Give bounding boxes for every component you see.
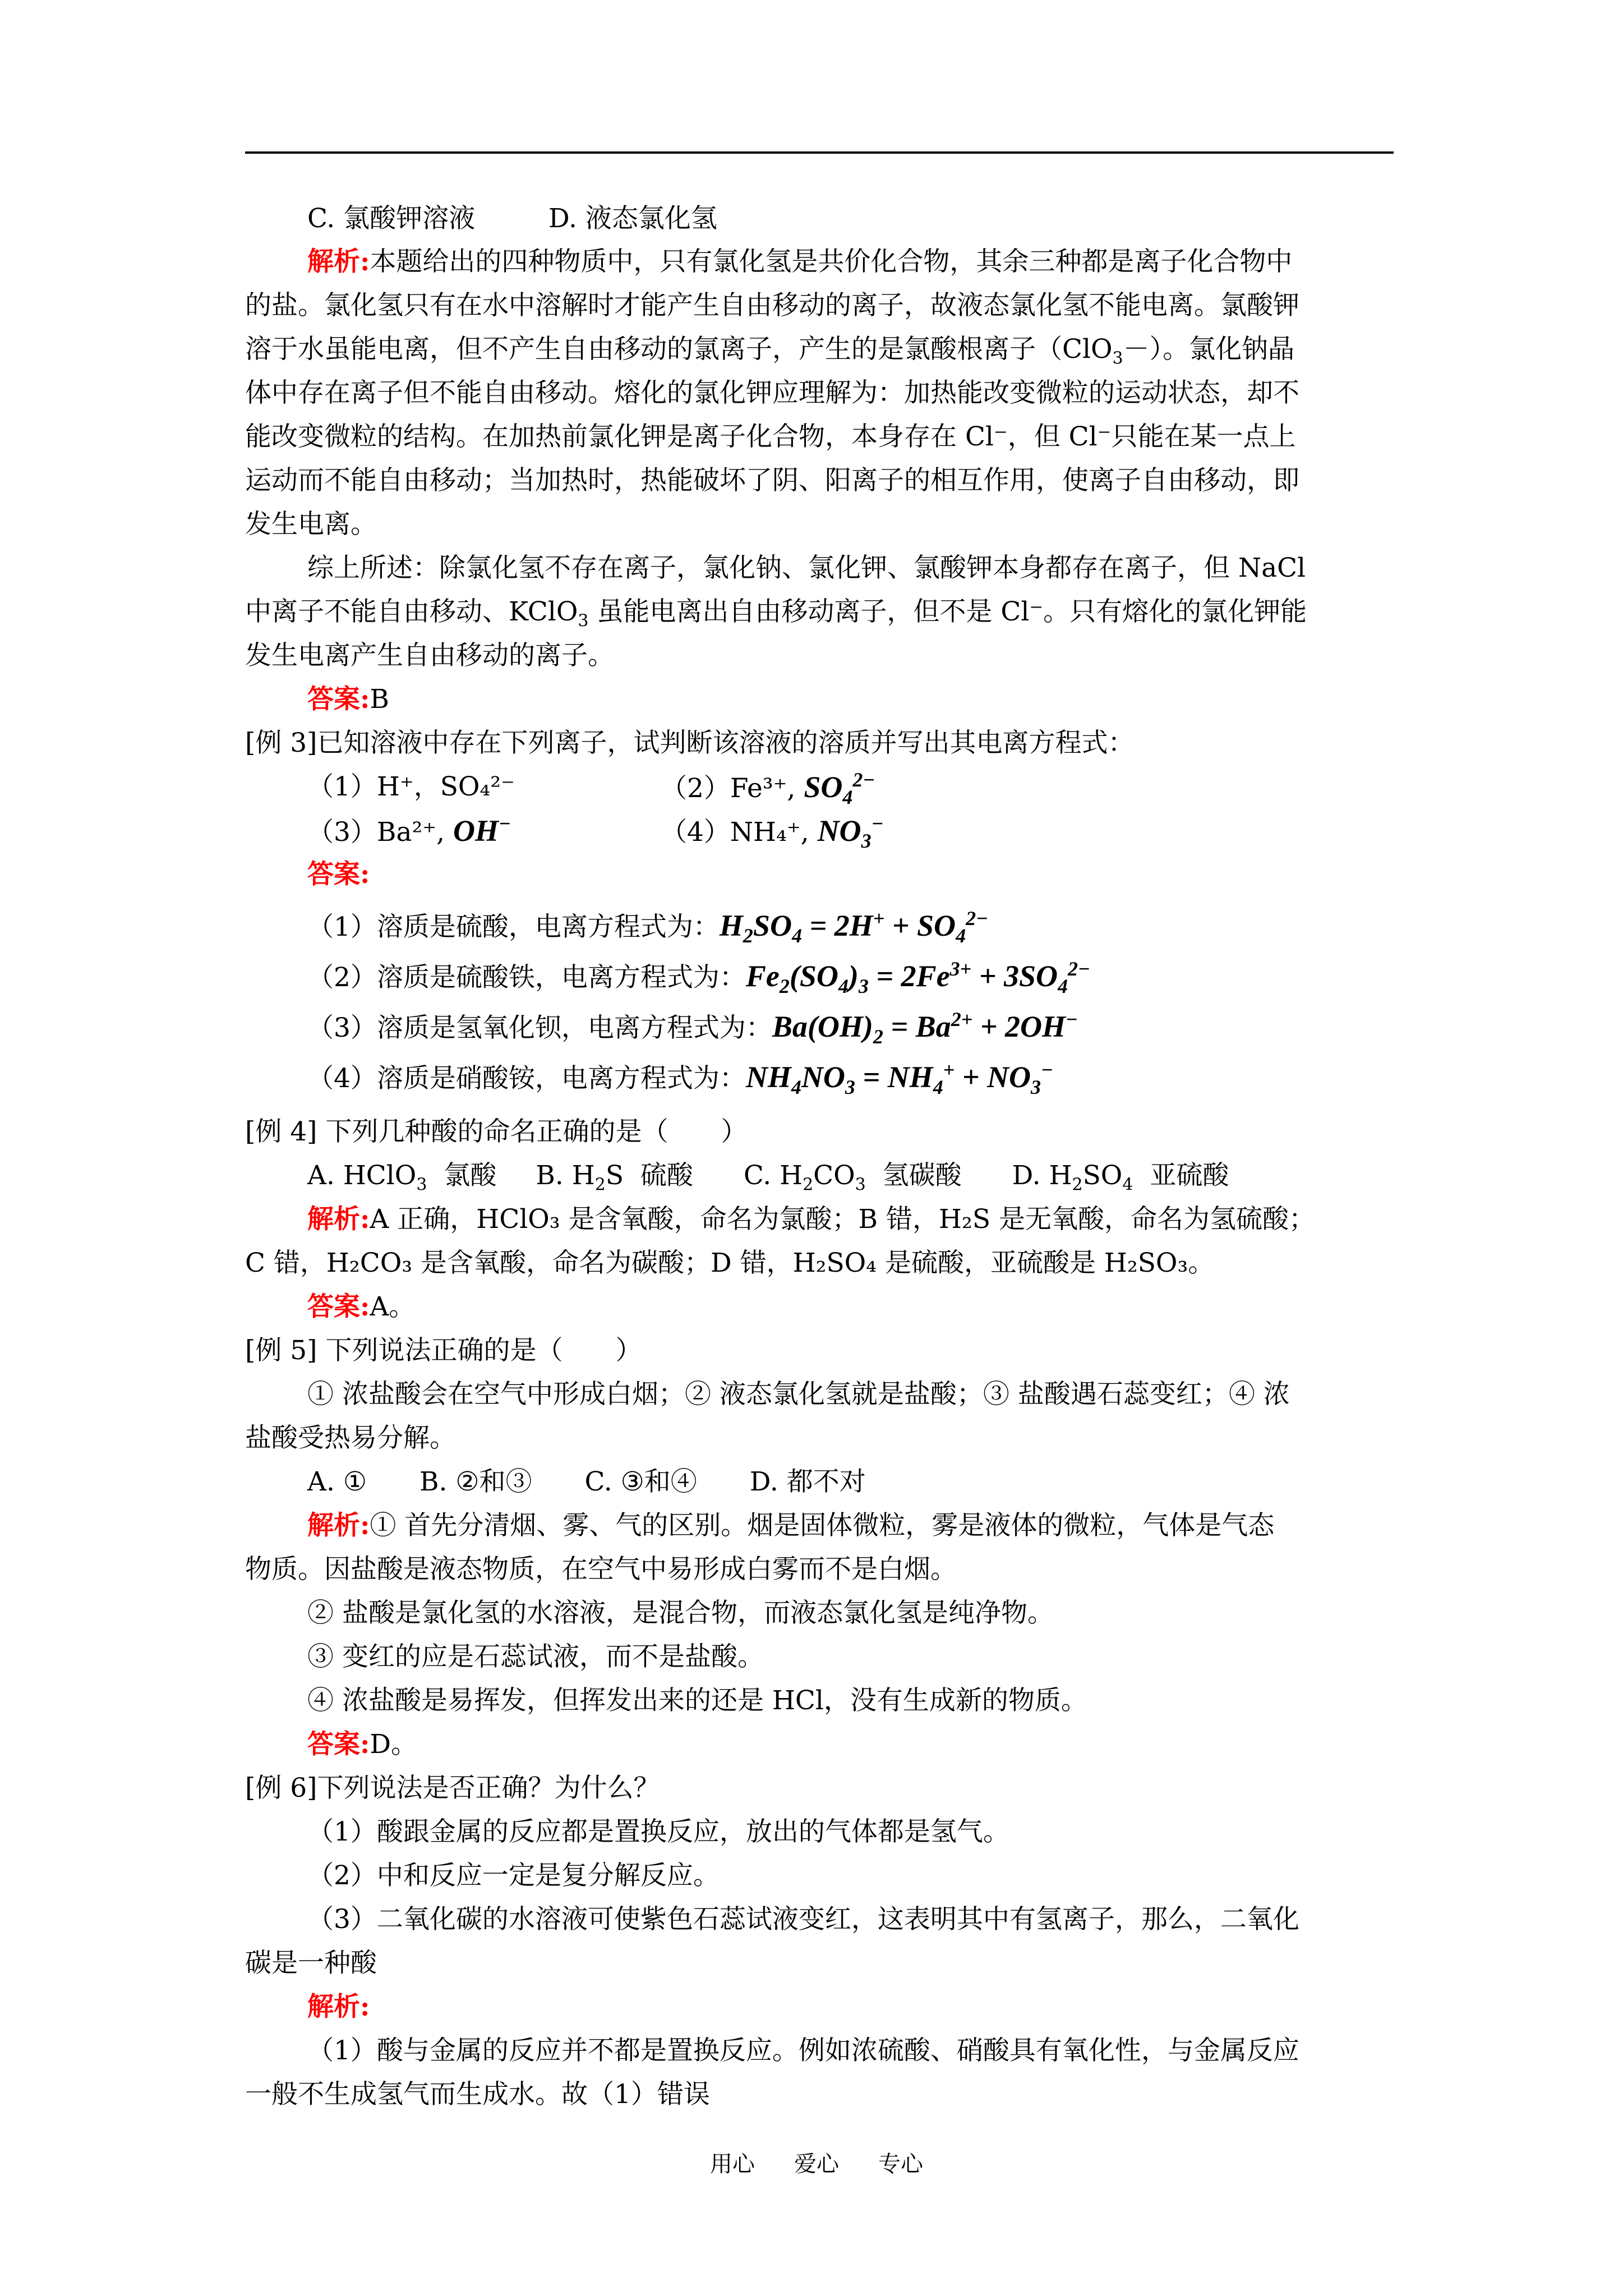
ex6-analysis: （1）酸与金属的反应并不都是置换反应。例如浓硫酸、硝酸具有氧化性，与金属反应 bbox=[307, 2035, 1299, 2066]
analysis-line: 溶于水虽能电离，但不产生自由移动的氯离子，产生的是氯酸根离子（ClO$_3$－）。氯化钠晶 bbox=[245, 334, 1295, 369]
option-c: C. 氯酸钾溶液 bbox=[307, 203, 476, 234]
analysis-line: 发生电离。 bbox=[245, 509, 377, 540]
ex3-answer-3: （3）溶质是氢氧化钡，电离方程式为：$Ba(OH)_2 = Ba^{2+} + 2OH^-$ bbox=[307, 1008, 1078, 1048]
summary-line: 中离子不能自由移动、KClO$_3$ 虽能电离出自由移动离子，但不是 Cl⁻。只有熔化的氯化钾能 bbox=[245, 596, 1307, 631]
equation-2: $Fe_2(SO_4)_3 = 2Fe^{3+} + 3SO_4^{2-}$ bbox=[745, 958, 1090, 997]
ex6-analysis-cont: 一般不生成氢气而生成水。故（1）错误 bbox=[245, 2079, 710, 2110]
ex6-statement-1: （1）酸跟金属的反应都是置换反应，放出的气体都是氢气。 bbox=[307, 1816, 1009, 1847]
ex5-statements: ① 浓盐酸会在空气中形成白烟；② 液态氯化氢就是盐酸；③ 盐酸遇石蕊变红；④ 浓 bbox=[307, 1379, 1290, 1410]
answer-line: 答案:B bbox=[307, 684, 389, 715]
ex4-analysis-cont: C 错，H₂CO₃ 是含氧酸，命名为碳酸；D 错，H₂SO₄ 是硫酸，亚硫酸是 H₂SO₃。 bbox=[245, 1248, 1215, 1278]
analysis-line: 体中存在离子但不能自由移动。熔化的氯化钾应理解为：加热能改变微粒的运动状态，却不 bbox=[245, 378, 1299, 408]
example-3-question: [例 3]已知溶液中存在下列离子，试判断该溶液的溶质并写出其电离方程式： bbox=[245, 728, 1135, 758]
header-rule bbox=[245, 151, 1394, 154]
equation-3: $Ba(OH)_2 = Ba^{2+} + 2OH^-$ bbox=[772, 1008, 1078, 1048]
nitrate-formula: $NO_3^-$ bbox=[817, 812, 884, 852]
ex5-analysis: 解析:① 首先分清烟、雾、气的区别。烟是固体微粒，雾是液体的微粒，气体是气态 bbox=[307, 1510, 1275, 1541]
page-footer: 用心 爱心 专心 bbox=[710, 2151, 923, 2177]
summary-line: 综上所述：除氯化氢不存在离子，氯化钠、氯化钾、氯酸钾本身都存在离子，但 NaCl bbox=[307, 553, 1306, 583]
ex5-analysis-3: ③ 变红的应是石蕊试液，而不是盐酸。 bbox=[307, 1641, 764, 1672]
analysis-line: 能改变微粒的结构。在加热前氯化钾是离子化合物，本身存在 Cl⁻，但 Cl⁻只能在某一点上 bbox=[245, 421, 1296, 452]
ex3-answer-4: （4）溶质是硝酸铵，电离方程式为：$NH_4NO_3 = NH_4^+ + NO_3^-$ bbox=[307, 1059, 1053, 1098]
ex5-options: A. ① B. ②和③ C. ③和④ D. 都不对 bbox=[307, 1466, 866, 1497]
ex4-options: A. HClO$_3$ 氯酸 B. $H_2S$ 硫酸 C. $H_2CO_3$ 氢碳酸 D. $H_2SO_4$ 亚硫酸 bbox=[307, 1160, 1229, 1195]
ex3-answer-1: （1）溶质是硫酸，电离方程式为：$H_2SO_4 = 2H^+ + SO_4^{2-}$ bbox=[307, 907, 988, 947]
summary-line: 发生电离产生自由移动的离子。 bbox=[245, 640, 614, 671]
ex3-item-3: （3）Ba²⁺, OH− bbox=[307, 812, 511, 848]
ex3-item-2: （2）Fe³⁺, $SO_4^{2-}$ bbox=[661, 769, 875, 808]
ex5-answer: 答案:D。 bbox=[307, 1729, 418, 1760]
ex6-analysis-label: 解析: bbox=[307, 1991, 370, 2022]
option-d: D. 液态氯化氢 bbox=[548, 203, 717, 234]
example-4-question: [例 4] 下列几种酸的命名正确的是（ ） bbox=[245, 1116, 748, 1147]
equation-4: $NH_4NO_3 = NH_4^+ + NO_3^-$ bbox=[745, 1059, 1053, 1098]
ex4-analysis: 解析:A 正确，HClO₃ 是含氧酸，命名为氯酸；B 错，H₂S 是无氧酸，命名为氢硫酸； bbox=[307, 1204, 1315, 1235]
answer-label: 答案: bbox=[307, 684, 370, 715]
example-6-question: [例 6]下列说法是否正确？为什么？ bbox=[245, 1773, 660, 1803]
ex5-analysis-cont: 物质。因盐酸是液态物质，在空气中易形成白雾而不是白烟。 bbox=[245, 1554, 957, 1585]
ex3-answer-label: 答案: bbox=[307, 859, 370, 890]
equation-1: $H_2SO_4 = 2H^+ + SO_4^{2-}$ bbox=[719, 907, 988, 947]
analysis-line: 解析:本题给出的四种物质中，只有氯化氢是共价化合物，其余三种都是离子化合物中 bbox=[307, 246, 1293, 277]
ex3-answer-2: （2）溶质是硫酸铁，电离方程式为：$Fe_2(SO_4)_3 = 2Fe^{3+} + 3SO_4^{2-}$ bbox=[307, 958, 1090, 997]
analysis-label: 解析: bbox=[307, 246, 370, 277]
ex3-item-1: （1）H⁺，SO₄²⁻ bbox=[307, 771, 515, 802]
ex4-answer: 答案:A。 bbox=[307, 1291, 416, 1322]
ex5-statements-cont: 盐酸受热易分解。 bbox=[245, 1423, 456, 1453]
ex6-statement-3-cont: 碳是一种酸 bbox=[245, 1948, 377, 1978]
example-5-question: [例 5] 下列说法正确的是（ ） bbox=[245, 1335, 642, 1366]
ex6-statement-2: （2）中和反应一定是复分解反应。 bbox=[307, 1860, 720, 1891]
ex3-item-4: （4）NH₄⁺, $NO_3^-$ bbox=[661, 812, 884, 852]
hydroxide-formula: OH− bbox=[453, 812, 511, 848]
ex5-analysis-4: ④ 浓盐酸是易挥发，但挥发出来的还是 HCl，没有生成新的物质。 bbox=[307, 1685, 1087, 1716]
analysis-line: 的盐。氯化氢只有在水中溶解时才能产生自由移动的离子，故液态氯化氢不能电离。氯酸钾 bbox=[245, 290, 1299, 321]
ex6-statement-3: （3）二氧化碳的水溶液可使紫色石蕊试液变红，这表明其中有氢离子，那么，二氧化 bbox=[307, 1904, 1299, 1935]
sulfate-formula: $SO_4^{2-}$ bbox=[804, 769, 875, 808]
analysis-line: 运动而不能自由移动；当加热时，热能破坏了阴、阳离子的相互作用，使离子自由移动，即 bbox=[245, 465, 1299, 496]
ex5-analysis-2: ② 盐酸是氯化氢的水溶液，是混合物，而液态氯化氢是纯净物。 bbox=[307, 1598, 1054, 1628]
